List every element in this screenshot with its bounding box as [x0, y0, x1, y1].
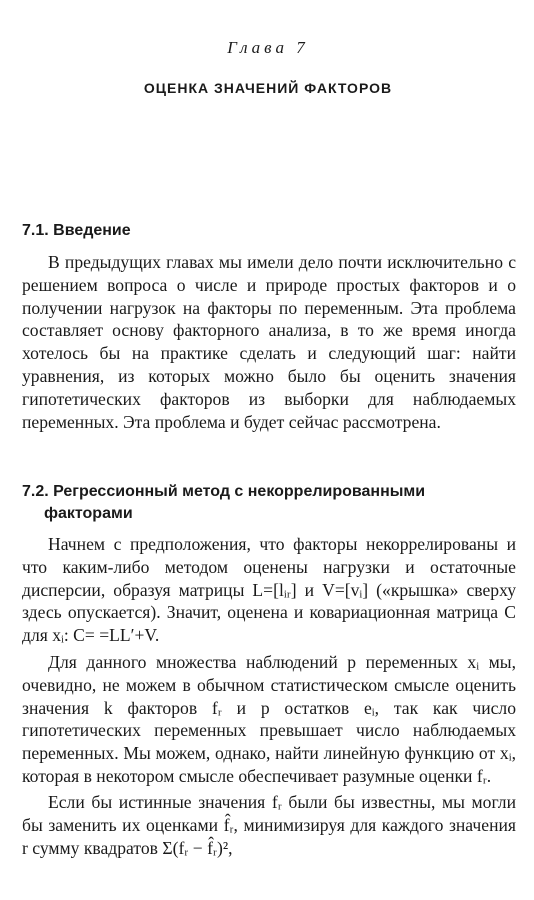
- chapter-title: ОЦЕНКА ЗНАЧЕНИЙ ФАКТОРОВ: [143, 80, 393, 96]
- chapter-label: Глава 7: [227, 38, 309, 57]
- section-heading-regression-line2: факторами: [44, 505, 133, 522]
- section-heading-introduction: 7.1. Введение: [22, 222, 131, 239]
- paragraph-introduction: В предыдущих главах мы имели дело почти исключительно с решением вопроса о числе и природе простых факторов и о получении нагрузок на факторы по переменным. Эта проблема составляет основу факторного анализа, в то же время иногда хотелось бы на практике сделать и следующий шаг: найти уравнения, из которых можно было бы оценить значения гипотетических факторов из выборки для наблюдаемых переменных. Эта проблема и будет сейчас рассмотрена.: [22, 252, 516, 432]
- section-heading-regression: [22, 481, 425, 525]
- section-heading-regression-line1: 7.2. Регрессионный метод с некоррелированными: [22, 483, 426, 500]
- paragraph-regression-1: Начнем с предположения, что факторы некоррелированы и что каким-либо методом оценены нагрузки и остаточные дисперсии, образуя матрицы L=[lᵢᵣ] и V=[vᵢ] («крышка» сверху здесь опускается). Значит, оценена и ковариационная матрица C для xᵢ: C= =LL′+V.: [22, 534, 516, 646]
- paragraph-regression-3: Если бы истинные значения fᵣ были бы известны, мы могли бы заменить их оценками f̂ᵣ, минимизируя для каждого значения r сумму квадратов Σ(fᵣ − f̂ᵣ)²,: [22, 792, 516, 858]
- paragraph-regression-2: Для данного множества наблюдений p переменных xᵢ мы, очевидно, не можем в обычном статистическом смысле оценить значения k факторов fᵣ и p остатков eᵢ, так как число гипотетических переменных превышает число наблюдаемых переменных. Мы можем, однако, найти линейную функцию от xᵢ, которая в некотором смысле обеспечивает разумные оценки fᵣ.: [22, 652, 516, 786]
